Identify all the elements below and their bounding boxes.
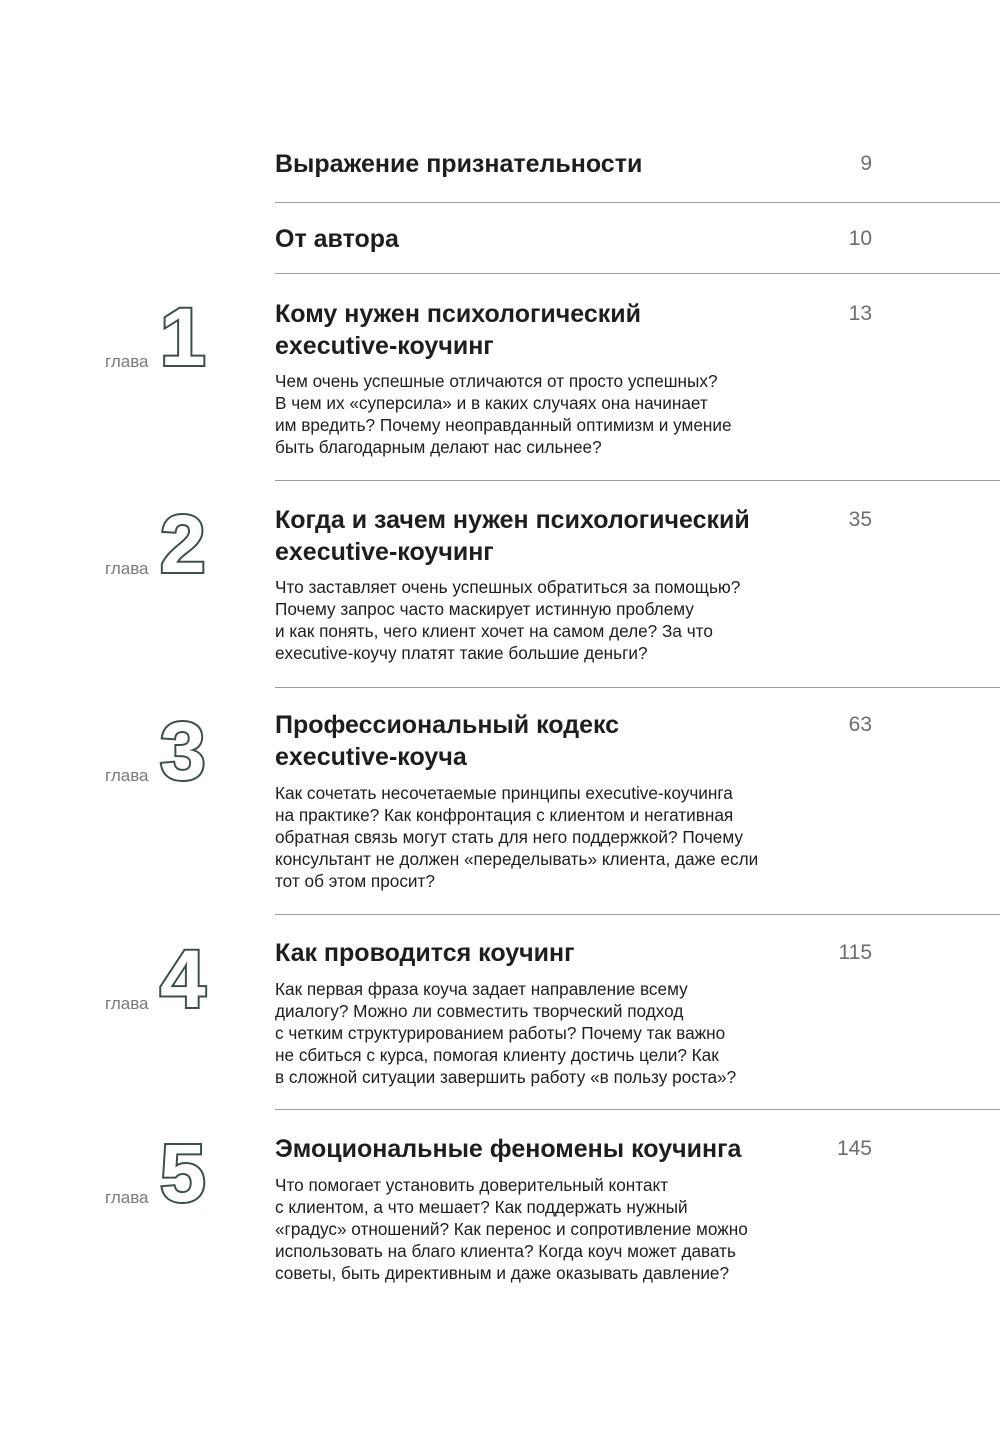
chapter-number: 1 <box>160 292 206 383</box>
entry-description: Как первая фраза коуча задает направление всему диалогу? Можно ли совместить творческий подход с четким структурированием работы? Почему так важно не сбиться с курса, помогая клиенту достичь цели? Как в сложной ситуации завершить работу «в пользу роста»? <box>275 979 737 1087</box>
entry-page-number: 9 <box>860 152 872 175</box>
entry-page-number: 10 <box>848 227 872 250</box>
divider <box>275 687 1000 688</box>
divider <box>275 273 1000 274</box>
divider <box>275 1109 1000 1110</box>
entry-title: Когда и зачем нужен психологический executive-коучинг <box>275 506 750 566</box>
chapter-label: глава <box>105 1188 149 1207</box>
entry-page-number: 145 <box>836 1137 872 1160</box>
entry-title: Как проводится коучинг <box>275 939 575 967</box>
chapter-2-marker <box>100 499 260 590</box>
chapter-label: глава <box>105 352 149 371</box>
chapter-label: глава <box>105 994 149 1013</box>
divider <box>275 914 1000 915</box>
chapter-label: глава <box>105 559 149 578</box>
divider <box>275 480 1000 481</box>
entry-page-number: 13 <box>848 302 872 325</box>
entry-page-number: 63 <box>848 713 872 736</box>
entry-description: Чем очень успешные отличаются от просто успешных? В чем их «суперсила» и в каких случаях она начинает им вредить? Почему неоправданный оптимизм и умение быть благодарным делают нас сильнее? <box>275 371 732 457</box>
entry-page-number: 115 <box>838 941 872 964</box>
chapter-number: 3 <box>160 706 206 797</box>
chapter-number: 5 <box>160 1128 206 1219</box>
chapter-4-marker <box>100 934 260 1025</box>
entry-description: Что заставляет очень успешных обратиться за помощью? Почему запрос часто маскирует истинную проблему и как понять, чего клиент хочет на самом деле? За что executive-коучу платят такие большие деньги? <box>275 577 741 663</box>
entry-description: Как сочетать несочетаемые принципы executive-коучинга на практике? Как конфронтация с клиентом и негативная обратная связь могут стать для него поддержкой? Почему консультант не должен «переделывать» клиента, даже если тот об этом просит? <box>275 783 759 891</box>
entry-description: Что помогает установить доверительный контакт с клиентом, а что мешает? Как поддержать нужный «градус» отношений? Как перенос и сопротивление можно использовать на благо клиента? Когда коуч может давать советы, быть директивным и даже оказывать давление? <box>275 1175 748 1283</box>
divider <box>275 202 1000 203</box>
entry-title: Кому нужен психологический executive-коучинг <box>275 300 642 360</box>
chapter-1-marker <box>100 292 260 383</box>
chapter-number: 4 <box>160 934 206 1025</box>
entry-title: Выражение признательности <box>275 150 643 178</box>
entry-title: Профессиональный кодекс executive-коуча <box>275 711 620 771</box>
entry-title: От автора <box>275 225 399 253</box>
chapter-label: глава <box>105 766 149 785</box>
chapter-number: 2 <box>160 499 206 590</box>
chapter-5-marker <box>100 1128 260 1219</box>
entry-title: Эмоциональные феномены коучинга <box>275 1135 742 1163</box>
chapter-3-marker <box>100 706 260 797</box>
entry-page-number: 35 <box>848 508 872 531</box>
